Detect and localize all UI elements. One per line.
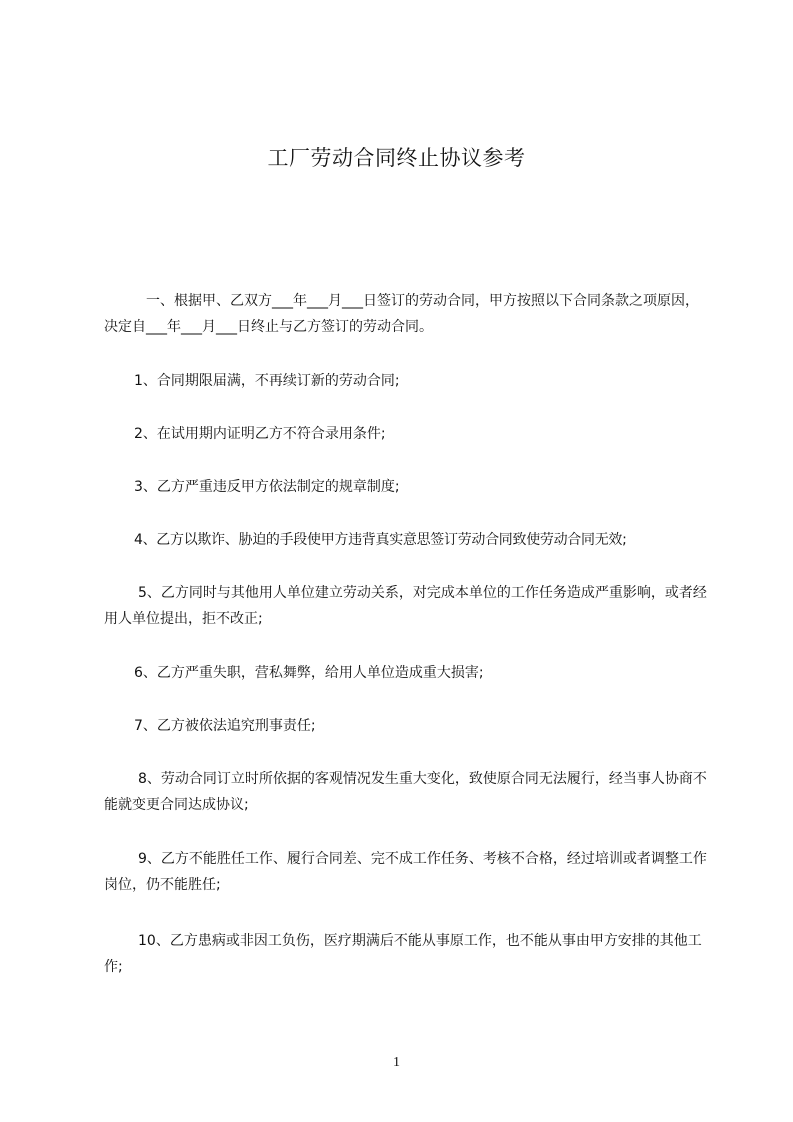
clause-10: 10、乙方患病或非因工负伤，医疗期满后不能从事原工作，也不能从事由甲方安排的其他工作;	[104, 933, 702, 975]
clause-8: 8、劳动合同订立时所依据的客观情况发生重大变化，致使原合同无法履行，经当事人协商不能就变更合同达成协议;	[104, 771, 707, 813]
document-title: 工厂劳动合同终止协议参考	[267, 146, 526, 170]
clause-9: 9、乙方不能胜任工作、履行合同差、完不成工作任务、考核不合格，经过培训或者调整工作岗位，仍不能胜任;	[104, 851, 707, 893]
clause-4: 4、乙方以欺诈、胁迫的手段使甲方违背真实意思签订劳动合同致使劳动合同无效;	[134, 532, 627, 548]
clause-5: 5、乙方同时与其他用人单位建立劳动关系，对完成本单位的工作任务造成严重影响，或者经用人单位提出，拒不改正;	[104, 585, 707, 627]
clause-7: 7、乙方被依法追究刑事责任;	[134, 718, 316, 734]
paragraph-intro: 一、根据甲、乙双方___年___月___日签订的劳动合同，甲方按照以下合同条款之项原因，决定自___年___月___日终止与乙方签订的劳动合同。	[104, 293, 699, 335]
clause-6: 6、乙方严重失职，营私舞弊，给用人单位造成重大损害;	[134, 665, 484, 681]
clause-3: 3、乙方严重违反甲方依法制定的规章制度;	[134, 479, 400, 495]
page-number: 1	[393, 1055, 400, 1070]
clause-2: 2、在试用期内证明乙方不符合录用条件;	[134, 426, 386, 442]
clause-1: 1、合同期限届满，不再续订新的劳动合同;	[134, 373, 400, 389]
